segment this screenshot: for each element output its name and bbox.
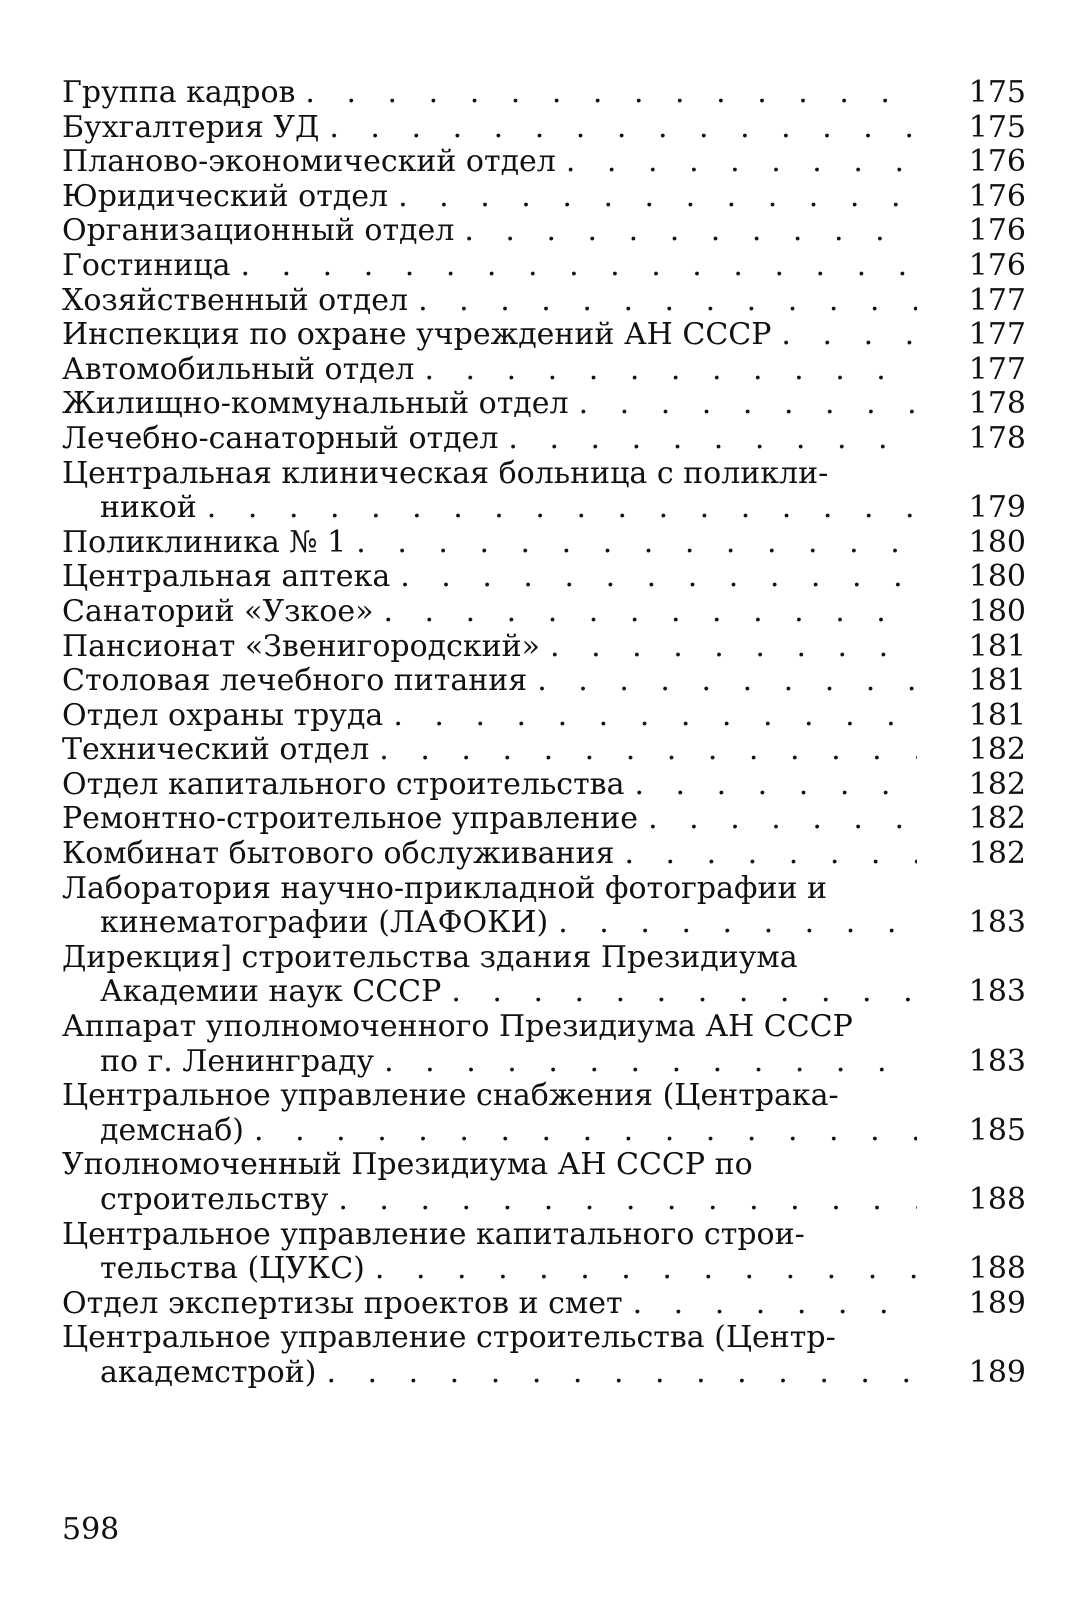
toc-entry-text: строительству xyxy=(100,1183,329,1217)
toc-entry-line xyxy=(62,1252,917,1287)
toc-entry xyxy=(62,457,1026,526)
toc-entry-text: Отдел капитального строительства xyxy=(62,767,625,802)
toc-entry xyxy=(62,1321,1026,1390)
toc-page-number: 183 xyxy=(968,905,1026,941)
toc-entry-line xyxy=(62,318,917,353)
toc-entry-line xyxy=(62,526,917,561)
toc-entry-text: Поликлиника № 1 xyxy=(62,525,347,560)
toc-entry-title xyxy=(62,145,917,180)
toc-entry-line xyxy=(62,1010,917,1045)
toc-page-number: 181 xyxy=(968,628,1026,664)
toc-page-number: 177 xyxy=(968,282,1026,318)
toc-entry-text: Технический отдел xyxy=(62,733,370,768)
toc-entry-text: Лаборатория научно-прикладной фотографии и xyxy=(62,871,827,906)
toc-entry-line xyxy=(62,180,917,215)
dot-leader xyxy=(771,318,917,353)
toc-entry-text: тельства (ЦУКС) xyxy=(100,1252,365,1287)
toc-entry-line xyxy=(62,1321,917,1356)
toc-entry-title xyxy=(62,249,917,284)
toc-page-number: 181 xyxy=(968,663,1026,699)
toc-entry-title xyxy=(62,214,917,249)
toc-entry xyxy=(62,560,1026,595)
toc-entry-title xyxy=(62,353,917,388)
toc-entry-title xyxy=(62,1010,917,1079)
toc-entry xyxy=(62,1010,1026,1079)
toc-entry-line xyxy=(62,630,917,665)
toc-page-number: 180 xyxy=(968,559,1026,595)
dot-leader xyxy=(328,1183,917,1218)
toc-page-number: 176 xyxy=(968,144,1026,180)
toc-entry xyxy=(62,422,1026,457)
toc-entry-line xyxy=(62,733,917,768)
toc-entry xyxy=(62,249,1026,284)
toc-entry-line xyxy=(62,975,917,1010)
toc-entry-line xyxy=(62,284,917,319)
toc-entry-title xyxy=(62,872,917,941)
toc-entry-line xyxy=(62,249,917,284)
table-of-contents xyxy=(62,76,1026,1391)
dot-leader xyxy=(319,111,917,146)
dot-leader xyxy=(540,630,917,665)
toc-entry xyxy=(62,699,1026,734)
toc-entry xyxy=(62,664,1026,699)
dot-leader xyxy=(390,560,917,595)
toc-entry-title xyxy=(62,318,917,353)
toc-entry-title xyxy=(62,1287,917,1322)
dot-leader xyxy=(316,1356,917,1391)
toc-entry-title xyxy=(62,1218,917,1287)
dot-leader xyxy=(569,387,917,422)
toc-entry xyxy=(62,1287,1026,1322)
dot-leader xyxy=(624,768,917,803)
toc-entry-text: Гостиница xyxy=(62,248,231,283)
toc-entry xyxy=(62,1148,1026,1217)
toc-entry-line xyxy=(62,1183,917,1218)
dot-leader xyxy=(373,595,917,630)
toc-page-number: 182 xyxy=(968,732,1026,768)
toc-entry xyxy=(62,630,1026,665)
toc-page-number: 185 xyxy=(968,1112,1026,1148)
toc-entry-text: Автомобильный отдел xyxy=(62,352,415,387)
toc-entry xyxy=(62,111,1026,146)
toc-entry-line xyxy=(62,1045,917,1080)
toc-entry-text: Юридический отдел xyxy=(62,179,389,214)
toc-entry-line xyxy=(62,353,917,388)
dot-leader xyxy=(498,422,917,457)
toc-entry xyxy=(62,768,1026,803)
toc-entry xyxy=(62,941,1026,1010)
toc-page-number: 188 xyxy=(968,1182,1026,1217)
toc-entry-text: Уполномоченный Президиума АН СССР по xyxy=(62,1148,753,1183)
toc-page-number: 188 xyxy=(968,1251,1026,1287)
toc-entry-title xyxy=(62,768,917,803)
toc-entry-text: Группа кадров xyxy=(62,76,296,110)
toc-entry-title xyxy=(62,526,917,561)
toc-entry-text: Ремонтно-строительное управление xyxy=(62,802,639,837)
dot-leader xyxy=(441,975,917,1010)
toc-entry-line xyxy=(62,1218,917,1253)
toc-entry xyxy=(62,387,1026,422)
toc-entry-title xyxy=(62,111,917,146)
toc-entry-title xyxy=(62,422,917,457)
toc-entry xyxy=(62,595,1026,630)
toc-entry-title xyxy=(62,76,917,111)
toc-page-number: 180 xyxy=(968,524,1026,560)
toc-entry-text: академстрой) xyxy=(100,1355,317,1390)
toc-entry-line xyxy=(62,457,917,492)
toc-entry-line xyxy=(62,214,917,249)
toc-entry xyxy=(62,318,1026,353)
toc-entry-line xyxy=(62,1079,917,1114)
toc-entry-line xyxy=(62,1114,917,1149)
toc-entry-title xyxy=(62,699,917,734)
toc-entry-title xyxy=(62,837,917,872)
toc-entry-line xyxy=(62,422,917,457)
toc-page-number: 182 xyxy=(968,766,1026,802)
dot-leader xyxy=(638,802,917,837)
dot-leader xyxy=(244,1114,917,1149)
toc-entry-title xyxy=(62,802,917,837)
dot-leader xyxy=(369,733,917,768)
toc-entry-title xyxy=(62,1079,917,1148)
toc-entry xyxy=(62,1218,1026,1287)
toc-entry-line xyxy=(62,906,917,941)
toc-page-number: 189 xyxy=(968,1285,1026,1321)
toc-entry-text: Хозяйственный отдел xyxy=(62,283,409,318)
dot-leader xyxy=(197,491,917,526)
toc-entry-title xyxy=(62,630,917,665)
toc-page-number: 175 xyxy=(968,75,1026,110)
toc-entry xyxy=(62,214,1026,249)
toc-page-number: 183 xyxy=(968,974,1026,1010)
toc-entry-text: Академии наук СССР xyxy=(100,975,442,1010)
toc-entry xyxy=(62,837,1026,872)
toc-entry-title xyxy=(62,457,917,526)
toc-entry-line xyxy=(62,768,917,803)
dot-leader xyxy=(374,1045,917,1080)
toc-page-number: 181 xyxy=(968,697,1026,733)
toc-entry-text: Бухгалтерия УД xyxy=(62,110,320,145)
toc-entry-title xyxy=(62,284,917,319)
toc-page-number: 178 xyxy=(968,420,1026,456)
toc-entry-line xyxy=(62,1148,917,1183)
toc-entry-text: никой xyxy=(100,491,197,526)
dot-leader xyxy=(454,214,917,249)
toc-entry xyxy=(62,353,1026,388)
toc-entry-text: Санаторий «Узкое» xyxy=(62,594,374,629)
toc-entry-text: Отдел охраны труда xyxy=(62,698,384,733)
toc-entry-title xyxy=(62,664,917,699)
toc-entry xyxy=(62,872,1026,941)
dot-leader xyxy=(548,906,917,941)
toc-entry-line xyxy=(62,941,917,976)
page-number: 598 xyxy=(62,1512,120,1547)
toc-page-number: 182 xyxy=(968,801,1026,837)
toc-entry-text: Столовая лечебного питания xyxy=(62,664,528,699)
toc-entry-text: Жилищно-коммунальный отдел xyxy=(62,387,569,422)
toc-entry-text: Центральное управление строительства (Центр- xyxy=(62,1321,836,1356)
toc-entry-line xyxy=(62,387,917,422)
dot-leader xyxy=(365,1252,917,1287)
toc-entry xyxy=(62,145,1026,180)
toc-entry-text: по г. Ленинграду xyxy=(100,1044,375,1079)
toc-page-number: 178 xyxy=(968,386,1026,422)
dot-leader xyxy=(414,353,917,388)
toc-page-number: 180 xyxy=(968,593,1026,629)
toc-page-number: 175 xyxy=(968,109,1026,145)
toc-entry-line xyxy=(62,111,917,146)
dot-leader xyxy=(614,837,917,872)
dot-leader xyxy=(388,180,917,215)
toc-entry xyxy=(62,76,1026,111)
toc-entry xyxy=(62,180,1026,215)
toc-entry-text: Центральная аптека xyxy=(62,560,391,595)
toc-entry-line xyxy=(62,664,917,699)
toc-entry-line xyxy=(62,491,917,526)
toc-entry-line xyxy=(62,560,917,595)
toc-entry-line xyxy=(62,872,917,907)
toc-entry-line xyxy=(62,837,917,872)
toc-entry xyxy=(62,1079,1026,1148)
toc-entry-text: Инспекция по охране учреждений АН СССР xyxy=(62,318,772,353)
toc-entry xyxy=(62,526,1026,561)
toc-page-number: 182 xyxy=(968,836,1026,872)
dot-leader xyxy=(231,249,918,284)
toc-entry-text: Центральная клиническая больница с поликли- xyxy=(62,456,829,491)
toc-entry-title xyxy=(62,595,917,630)
toc-entry-line xyxy=(62,1356,917,1391)
dot-leader xyxy=(346,526,917,561)
toc-entry-line xyxy=(62,699,917,734)
toc-entry-line xyxy=(62,76,917,111)
toc-entry-title xyxy=(62,387,917,422)
toc-entry xyxy=(62,733,1026,768)
toc-entry-text: Пансионат «Звенигородский» xyxy=(62,629,541,664)
dot-leader xyxy=(527,664,917,699)
toc-entry-line xyxy=(62,1287,917,1322)
toc-entry-text: Организационный отдел xyxy=(62,214,455,249)
toc-entry-title xyxy=(62,560,917,595)
toc-entry-text: Отдел экспертизы проектов и смет xyxy=(62,1286,623,1321)
dot-leader xyxy=(623,1287,917,1322)
toc-entry-text: Центральное управление снабжения (Центрака- xyxy=(62,1079,839,1114)
toc-page-number: 189 xyxy=(968,1354,1026,1390)
toc-entry-title xyxy=(62,180,917,215)
toc-entry-title xyxy=(62,941,917,1010)
toc-entry-text: Планово-экономический отдел xyxy=(62,145,556,180)
toc-entry-line xyxy=(62,595,917,630)
dot-leader xyxy=(295,76,917,111)
toc-page-number: 179 xyxy=(968,490,1026,526)
toc-entry-text: Аппарат уполномоченного Президиума АН СССР xyxy=(62,1010,853,1045)
toc-entry-text: демснаб) xyxy=(100,1113,245,1148)
toc-entry-text: Комбинат бытового обслуживания xyxy=(62,837,615,872)
toc-entry-text: Центральное управление капитального строи- xyxy=(62,1217,805,1252)
toc-page-number: 177 xyxy=(968,317,1026,353)
toc-page-number: 176 xyxy=(968,247,1026,283)
toc-entry xyxy=(62,802,1026,837)
toc-entry-title xyxy=(62,1321,917,1390)
toc-entry-text: кинематографии (ЛАФОКИ) xyxy=(100,906,549,941)
toc-entry-line xyxy=(62,145,917,180)
dot-leader xyxy=(408,284,917,319)
toc-entry-text: Дирекция] строительства здания Президиума xyxy=(62,940,798,975)
toc-page-number: 183 xyxy=(968,1043,1026,1079)
toc-entry xyxy=(62,284,1026,319)
toc-entry-title xyxy=(62,733,917,768)
dot-leader xyxy=(556,145,917,180)
dot-leader xyxy=(383,699,917,734)
toc-page-number: 177 xyxy=(968,351,1026,387)
toc-entry-title xyxy=(62,1148,917,1217)
toc-entry-text: Лечебно-санаторный отдел xyxy=(62,421,499,456)
toc-page-number: 176 xyxy=(968,178,1026,214)
toc-page-number: 176 xyxy=(968,213,1026,249)
toc-entry-line xyxy=(62,802,917,837)
